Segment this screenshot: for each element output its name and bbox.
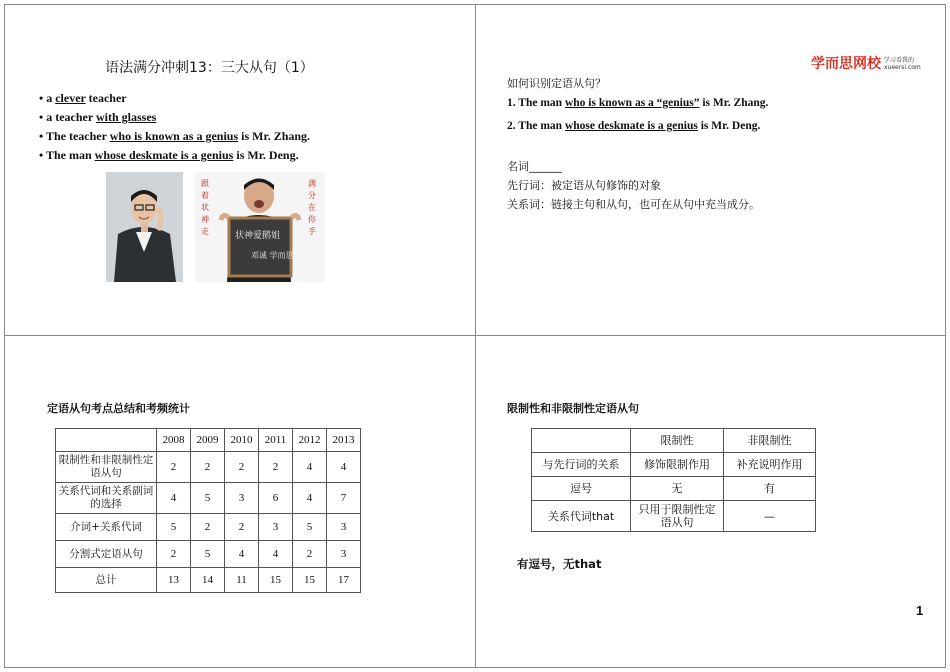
bullet-underlined: whose deskmate is a genius: [94, 148, 234, 162]
table-cell: 3: [225, 483, 259, 514]
slide-2: [475, 4, 946, 336]
row-label: 分割式定语从句: [56, 541, 157, 568]
table-cell: 3: [327, 541, 361, 568]
logo-subtext-1: 学习看我的: [884, 57, 915, 64]
question: 如何识别定语从句？: [507, 77, 606, 90]
table-cell: 13: [157, 568, 191, 593]
row-label: 与先行词的关系: [532, 453, 631, 477]
slide-4: [475, 335, 946, 668]
bullet-item: [39, 108, 310, 127]
slide-3: [4, 335, 476, 668]
table-corner-cell: [56, 429, 157, 452]
table-cell: 修饰限制作用: [631, 453, 724, 477]
bullet-text: • a teacher: [39, 110, 96, 124]
table-cell: 补充说明作用: [724, 453, 816, 477]
year-header: 2010: [225, 429, 259, 452]
table-cell: 3: [327, 514, 361, 541]
bullet-text: • a: [39, 91, 56, 105]
table-cell: 5: [191, 541, 225, 568]
row-label: 关系代词和关系副词的选择: [56, 483, 157, 514]
table-cell: 2: [225, 514, 259, 541]
antecedent-definition: 先行词：被定语从句修饰的对象: [507, 179, 661, 192]
table-total-row: [56, 568, 361, 593]
chalkboard-line-2: 邓诚 学而思: [251, 251, 294, 260]
slide-4-title: 限制性和非限制性定语从句: [507, 402, 639, 415]
table-corner-cell: [532, 429, 631, 453]
table-row: [56, 541, 361, 568]
logo-subtext: [884, 57, 921, 71]
noun-line: 名词______: [507, 160, 562, 173]
column-header: 非限制性: [724, 429, 816, 453]
bullet-text: • The man: [39, 148, 95, 162]
logo-text: 学而思网校: [811, 56, 881, 72]
table-cell: 17: [327, 568, 361, 593]
teacher-illustration: [106, 172, 183, 282]
example-text: is Mr. Zhang.: [699, 97, 769, 109]
row-label: 介词+关系代词: [56, 514, 157, 541]
table-cell: 2: [157, 452, 191, 483]
table-cell: 14: [191, 568, 225, 593]
table-row: [56, 514, 361, 541]
frequency-table: [55, 428, 361, 593]
example-line-2: [507, 120, 760, 132]
table-cell: 4: [293, 452, 327, 483]
example-line-1: [507, 97, 768, 109]
table-row: [532, 477, 816, 501]
table-cell: 11: [225, 568, 259, 593]
year-header: 2008: [157, 429, 191, 452]
table-cell: 3: [259, 514, 293, 541]
bullet-item: [39, 127, 310, 146]
year-header: 2012: [293, 429, 327, 452]
year-header: 2013: [327, 429, 361, 452]
teacher-photo: [106, 172, 183, 282]
table-cell: 2: [157, 541, 191, 568]
example-text: 1. The man: [507, 97, 565, 109]
bullet-underlined: clever: [55, 91, 86, 105]
example-text: 2. The man: [507, 120, 565, 132]
row-label: 逗号: [532, 477, 631, 501]
photo-right-caption: 满分在你手: [308, 179, 316, 236]
logo-subtext-2: xueersi.com: [884, 64, 921, 71]
table-cell: 2: [191, 514, 225, 541]
column-header: 限制性: [631, 429, 724, 453]
table-row: [532, 501, 816, 532]
student-illustration: [195, 172, 325, 282]
table-cell: 4: [157, 483, 191, 514]
year-header: 2009: [191, 429, 225, 452]
table-cell: 4: [225, 541, 259, 568]
table-cell: 6: [259, 483, 293, 514]
bullet-text: is Mr. Zhang.: [238, 129, 311, 143]
relative-word-definition: 关系词：链接主句和从句，也可在从句中充当成分。: [507, 198, 760, 211]
table-cell: 2: [259, 452, 293, 483]
table-row: [532, 453, 816, 477]
row-label: 限制性和非限制性定语从句: [56, 452, 157, 483]
bullet-text: is Mr. Deng.: [233, 148, 299, 162]
slide-1-title: 语法满分冲刺13：三大从句（1）: [105, 60, 314, 76]
table-cell: 2: [191, 452, 225, 483]
table-cell: 4: [327, 452, 361, 483]
table-row: [56, 483, 361, 514]
table-cell: 2: [293, 541, 327, 568]
table-cell: 5: [293, 514, 327, 541]
year-header: 2011: [259, 429, 293, 452]
row-label: 关系代词that: [532, 501, 631, 532]
example-underlined: who is known as a “genius”: [564, 97, 700, 109]
bullet-item: [39, 89, 310, 108]
slide-3-title: 定语从句考点总结和考频统计: [47, 402, 190, 415]
row-label: 总计: [56, 568, 157, 593]
bullet-list: [39, 89, 310, 165]
table-cell: 15: [259, 568, 293, 593]
bullet-underlined: who is known as a genius: [109, 129, 239, 143]
photo-left-caption: 跟着状神走: [201, 179, 209, 236]
table-cell: 7: [327, 483, 361, 514]
student-photo: [195, 172, 325, 282]
table-cell: 有: [724, 477, 816, 501]
table-cell: 5: [191, 483, 225, 514]
example-text: is Mr. Deng.: [697, 120, 761, 132]
bullet-underlined: with glasses: [95, 110, 157, 124]
table-cell: 无: [631, 477, 724, 501]
table-cell: —: [724, 501, 816, 532]
bullet-item: [39, 146, 310, 165]
bullet-text: • The teacher: [39, 129, 110, 143]
page-number: 1: [916, 603, 924, 618]
table-cell: 4: [293, 483, 327, 514]
table-row: [56, 452, 361, 483]
bullet-text: teacher: [85, 91, 127, 105]
table-header-row: [56, 429, 361, 452]
table-cell: 2: [225, 452, 259, 483]
comparison-table: [531, 428, 816, 532]
slide-1: [4, 4, 476, 336]
chalkboard-line-1: 状神爱鹅姐: [235, 231, 281, 241]
table-cell: 15: [293, 568, 327, 593]
xueersi-logo: [811, 53, 921, 73]
note-text: 有逗号，无that: [517, 557, 602, 571]
table-cell: 只用于限制性定语从句: [631, 501, 724, 532]
table-cell: 5: [157, 514, 191, 541]
example-underlined: whose deskmate is a genius: [564, 120, 698, 132]
table-cell: 4: [259, 541, 293, 568]
table-header-row: [532, 429, 816, 453]
